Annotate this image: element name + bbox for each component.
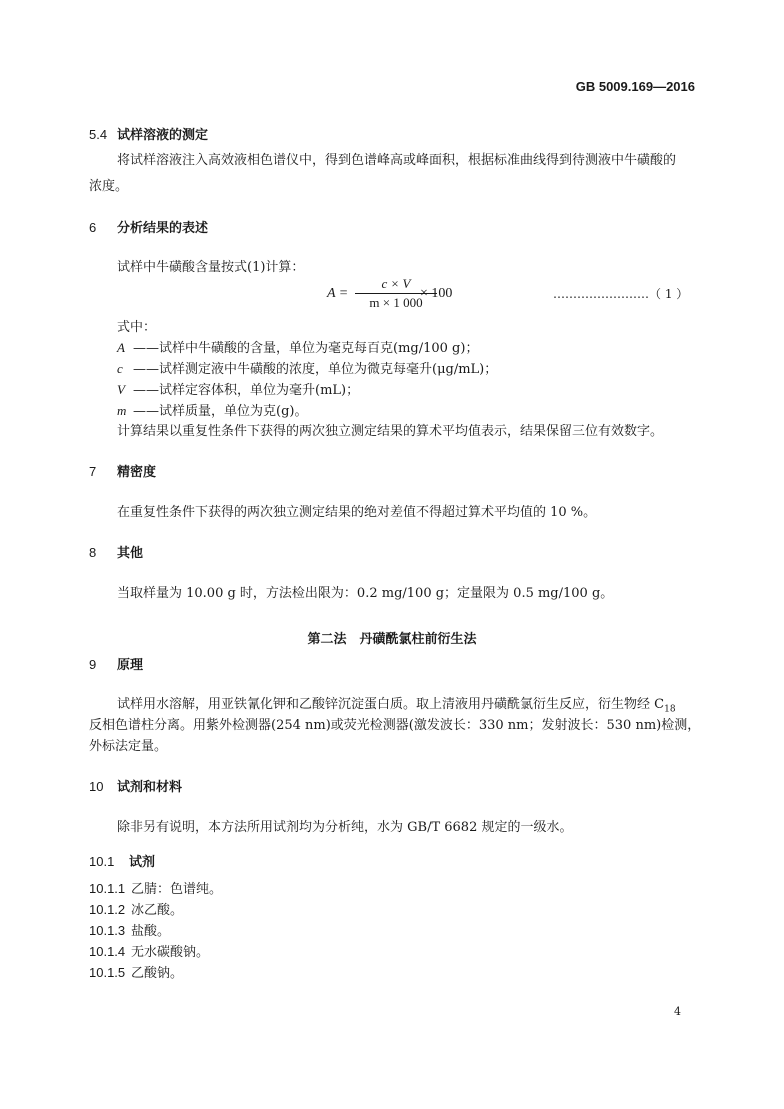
reagent-id: 10.1.3 [89,923,126,938]
variable-description: ——试样质量，单位为克(g)。 [133,404,308,419]
method-2-title: 第二法 丹磺酰氯柱前衍生法 [307,632,477,647]
section-5-4-heading [89,124,208,143]
section-number: 10 [89,779,104,794]
section-9-text-line3: 外标法定量。 [89,739,168,754]
section-title: 原理 [117,658,144,673]
reagent-text: 乙酸钠。 [131,966,184,981]
reagent-item [89,941,209,964]
variable-symbol: V [117,382,125,397]
standard-number: GB 5009.169—2016 [575,79,695,94]
variable-symbol: m [117,403,127,418]
section-10-1-heading [89,851,155,870]
section-number: 10.1 [89,854,115,869]
reagent-id: 10.1.2 [89,902,126,917]
section-title: 精密度 [117,465,157,480]
section-7-heading [89,461,156,480]
section-number: 5.4 [89,127,108,142]
subscript-18: 18 [664,704,676,715]
result-note: 计算结果以重复性条件下获得的两次独立测定结果的算术平均值表示，结果保留三位有效数字。 [117,424,664,439]
section-8-text: 当取样量为 10.00 g 时，方法检出限为：0.2 mg/100 g；定量限为 0.5 mg/100 g。 [117,586,614,601]
section-8-heading [89,542,143,561]
section-number: 6 [89,220,97,235]
section-5-4-text-line2: 浓度。 [89,179,129,194]
section-title: 试剂和材料 [117,780,183,795]
where-label: 式中： [117,320,157,335]
variable-description: ——试样中牛磺酸的含量，单位为毫克每百克(mg/100 g)； [133,341,479,356]
page-number: 4 [674,1005,681,1018]
reagent-item [89,962,183,985]
variable-row [117,337,478,360]
variable-description: ——试样测定液中牛磺酸的浓度，单位为微克每毫升(μg/mL)； [133,362,498,377]
section-title: 分析结果的表述 [117,221,209,236]
formula-multiplier: × 100 [420,286,453,301]
section-10-heading [89,776,182,795]
variable-symbol: A [117,340,125,355]
section-number: 7 [89,464,97,479]
section-title: 其他 [117,546,144,561]
formula-intro: 试样中牛磺酸含量按式(1)计算： [117,260,305,275]
variable-symbol: c [117,361,123,376]
section-7-text: 在重复性条件下获得的两次独立测定结果的绝对差值不得超过算术平均值的 10 %。 [117,505,597,520]
equation-reference: ……………………（ 1 ） [553,287,689,301]
reagent-item [89,878,222,901]
reagent-id: 10.1.1 [89,881,126,896]
section-9-text-line1-main: 试样用水溶解，用亚铁氰化钾和乙酸锌沉淀蛋白质。取上清液用丹磺酰氯衍生反应，衍生物经 C [117,697,665,712]
variable-row [117,379,359,402]
reagent-text: 盐酸。 [131,924,171,939]
reagent-id: 10.1.5 [89,965,126,980]
variable-row [117,400,307,423]
section-title: 试样溶液的测定 [117,128,209,143]
reagent-text: 冰乙酸。 [131,903,184,918]
formula-numerator: c × V [381,276,411,291]
section-number: 9 [89,657,97,672]
section-5-4-text-line1: 将试样溶液注入高效液相色谱仪中，得到色谱峰高或峰面积，根据标准曲线得到待测液中牛磺酸的 [117,153,677,168]
reagent-item [89,920,170,943]
formula-lhs: A = [327,286,349,301]
section-9-heading [89,654,143,673]
reagent-text: 无水碳酸钠。 [131,945,210,960]
reagent-text: 乙腈：色谱纯。 [131,882,223,897]
variable-row [117,358,497,381]
section-6-heading [89,217,208,236]
section-title: 试剂 [129,855,156,870]
section-10-text: 除非另有说明，本方法所用试剂均为分析纯，水为 GB/T 6682 规定的一级水。 [117,820,573,835]
section-9-text-line2: 反相色谱柱分离。用紫外检测器(254 nm)或荧光检测器(激发波长：330 nm；发射波长：530 nm)检测， [89,718,701,733]
formula-denominator: m × 1 000 [369,295,423,310]
section-number: 8 [89,545,97,560]
reagent-item [89,899,183,922]
reagent-id: 10.1.4 [89,944,126,959]
variable-description: ——试样定容体积，单位为毫升(mL)； [133,383,360,398]
